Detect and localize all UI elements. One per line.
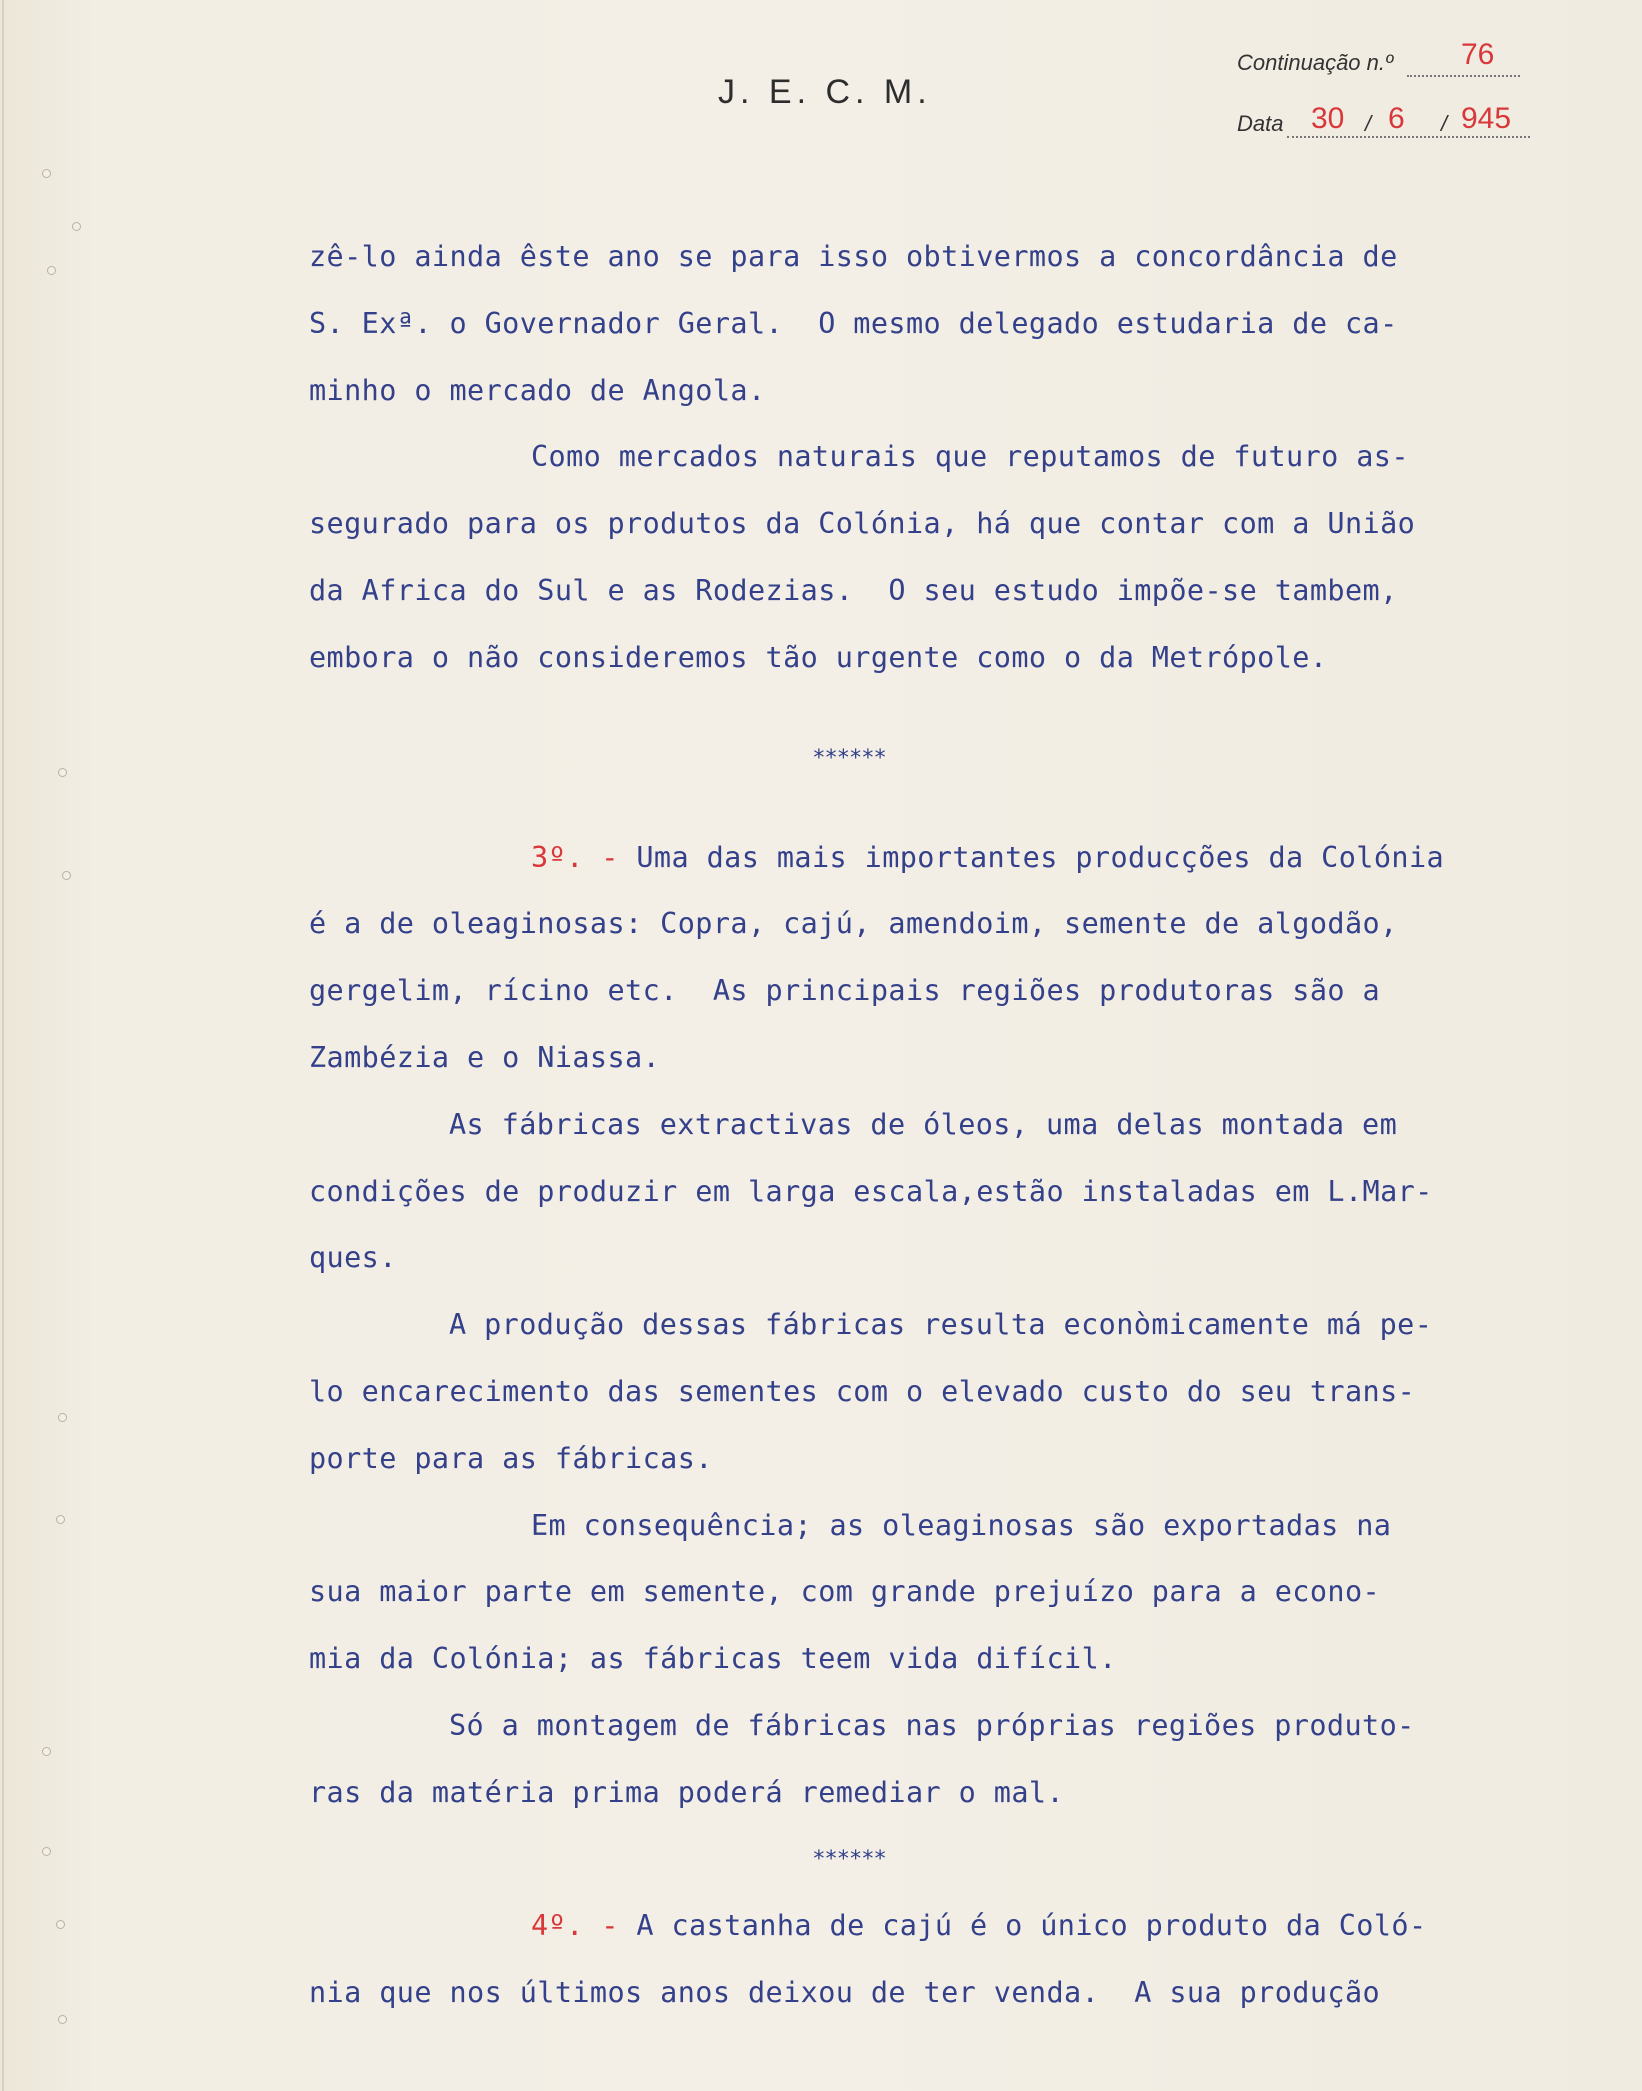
text-line: nia que nos últimos anos deixou de ter venda. A sua produção	[309, 1976, 1381, 2010]
text-line: A produção dessas fábricas resulta econòmicamente má pe-	[449, 1308, 1433, 1342]
date-month: 6	[1388, 102, 1405, 135]
section-separator: ******	[812, 745, 886, 771]
binder-hole	[58, 2015, 67, 2024]
text-line: Zambézia e o Niassa.	[309, 1040, 661, 1074]
page-crease	[2, 0, 4, 2091]
text-line: Em consequência; as oleaginosas são exportadas na	[531, 1508, 1392, 1542]
text-line: minho o mercado de Angola.	[309, 373, 766, 407]
section-number: 3º.	[531, 840, 584, 874]
binder-hole	[56, 1920, 65, 1929]
text-line: ques.	[309, 1241, 397, 1275]
text-span: A castanha de cajú é o único produto da Coló-	[636, 1909, 1427, 1943]
continuation-number: 76	[1461, 38, 1495, 71]
section-4-heading-line	[309, 1893, 1609, 1960]
section-dash: -	[583, 840, 637, 874]
date-dotted-line	[1287, 136, 1530, 138]
text-line: S. Exª. o Governador Geral. O mesmo delegado estudaria de ca-	[309, 306, 1398, 340]
text-line: sua maior parte em semente, com grande prejuízo para a econo-	[309, 1575, 1381, 1609]
typed-body	[309, 224, 1609, 2027]
text-line: porte para as fábricas.	[309, 1441, 713, 1475]
section-separator: ******	[812, 1846, 886, 1872]
section-dash: -	[583, 1909, 637, 1943]
text-line: ras da matéria prima poderá remediar o mal.	[309, 1775, 1065, 1809]
letterhead: J. E. C. M.	[718, 73, 932, 111]
text-line: é a de oleaginosas: Copra, cajú, amendoim, semente de algodão,	[309, 907, 1398, 941]
date-day: 30	[1311, 102, 1345, 135]
text-line: embora o não consideremos tão urgente como o da Metrópole.	[309, 640, 1328, 674]
text-line: mia da Colónia; as fábricas teem vida difícil.	[309, 1642, 1117, 1676]
text-line: zê-lo ainda êste ano se para isso obtivermos a concordância de	[309, 240, 1398, 273]
text-line: da Africa do Sul e as Rodezias. O seu estudo impõe-se tambem,	[309, 573, 1398, 607]
binder-hole	[58, 768, 67, 777]
binder-hole	[56, 1515, 65, 1524]
continuation-label: Continuação n.º	[1237, 50, 1394, 75]
text-line: Como mercados naturais que reputamos de futuro as-	[531, 440, 1409, 474]
binder-hole	[42, 169, 51, 178]
date-separator: /	[1365, 111, 1372, 136]
binder-hole	[42, 1747, 51, 1756]
binder-hole	[58, 1413, 67, 1422]
binder-hole	[42, 1847, 51, 1856]
continuation-dotted-line	[1407, 75, 1520, 77]
date-separator: /	[1441, 111, 1448, 136]
text-line: segurado para os produtos da Colónia, há que contar com a União	[309, 507, 1416, 541]
text-line: gergelim, rícino etc. As principais regiões produtoras são a	[309, 974, 1381, 1008]
text-span: Uma das mais importantes producções da Colónia	[636, 840, 1445, 874]
text-line: As fábricas extractivas de óleos, uma delas montada em	[449, 1107, 1398, 1141]
text-line: Só a montagem de fábricas nas próprias regiões produto-	[449, 1708, 1415, 1742]
text-line: condições de produzir em larga escala,estão instaladas em L.Mar-	[309, 1174, 1433, 1208]
section-number: 4º.	[531, 1909, 584, 1943]
text-line: lo encarecimento das sementes com o elevado custo do seu trans-	[309, 1374, 1416, 1408]
binder-hole	[62, 871, 71, 880]
date-year: 945	[1461, 102, 1512, 135]
binder-hole	[47, 266, 56, 275]
section-3-heading-line	[309, 825, 1609, 892]
binder-hole	[72, 222, 81, 231]
date-label: Data	[1237, 111, 1284, 136]
